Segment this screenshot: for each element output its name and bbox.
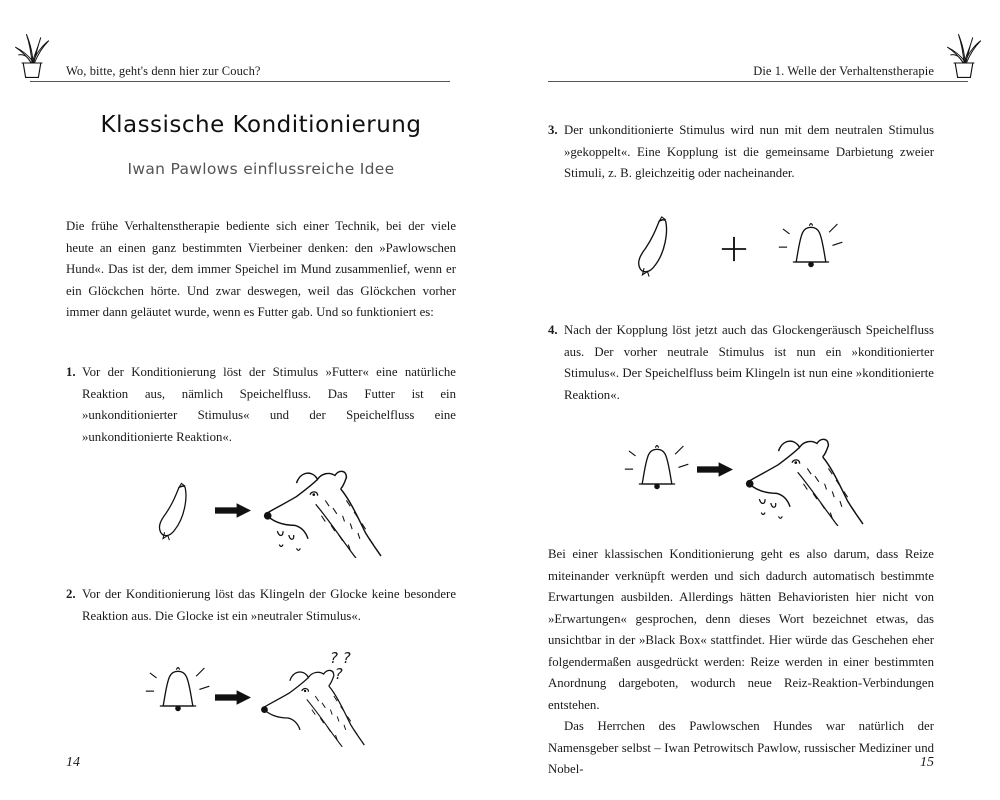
sausage-icon bbox=[155, 478, 195, 548]
body-paragraph-1: Bei einer klassischen Konditionierung geht es also darum, dass Reize miteinander verknüpft werden und sich dadurch automatisch bestimmte Erwartungen ausbilden. Allerdings hätten Behavioristen hier nicht von »Erwartungen« gesprochen, denn dieses Wort bezeichnet etwas, das unsichtbar in der »Black Box« stattfindet. Hier würde das Geschehen eher folgendermaßen ausgedrückt werden: Reize werden in einer bestimmten Anordnung dargeboten, wodurch neue Reiz-Reaktion-Verbindungen entstehen. bbox=[548, 547, 934, 712]
item-number: 2. bbox=[66, 587, 76, 601]
intro-paragraph bbox=[66, 216, 456, 324]
bell-icon bbox=[145, 658, 211, 716]
item-text: Nach der Kopplung löst jetzt auch das Glockengeräusch Speichelfluss aus. Der vorher neutrale Stimulus ist nun ein »konditionierter Stimulus«. Der Speichelfluss beim Klingeln ist nun eine »konditionierte Reaktion«. bbox=[564, 323, 934, 402]
bell-icon bbox=[624, 436, 690, 494]
plus-icon bbox=[720, 235, 748, 263]
running-head: Die 1. Welle der Verhaltenstherapie bbox=[753, 64, 934, 78]
item-number: 3. bbox=[548, 123, 558, 137]
list-item-2 bbox=[66, 584, 456, 627]
question-marks: ? ? ? bbox=[330, 649, 351, 683]
sausage-icon bbox=[634, 212, 676, 284]
body-text bbox=[548, 544, 934, 781]
item-text: Vor der Konditionierung löst das Klingeln der Glocke keine besondere Reaktion aus. Die Glocke ist ein »neutraler Stimulus«. bbox=[82, 587, 456, 623]
potted-plant-icon bbox=[944, 30, 984, 80]
running-head: Wo, bitte, geht's denn hier zur Couch? bbox=[66, 64, 261, 78]
header-rule bbox=[30, 81, 450, 82]
dog-head-icon bbox=[258, 462, 383, 558]
arrow-icon bbox=[215, 503, 251, 518]
item-text: Der unkonditionierte Stimulus wird nun mit dem neutralen Stimulus »gekoppelt«. Eine Kopplung ist die gemeinsame Darbietung zweier Stimuli, z. B. gleichzeitig oder nacheinander. bbox=[564, 123, 934, 180]
arrow-icon bbox=[697, 462, 733, 477]
page-number: 14 bbox=[66, 755, 80, 770]
header-rule bbox=[548, 81, 968, 82]
body-paragraph-2: Das Herrchen des Pawlowschen Hundes war natürlich der Namensgeber selbst – Iwan Petrowitsch Pawlow, russischer Mediziner und Nobel- bbox=[548, 719, 934, 776]
potted-plant-icon bbox=[12, 30, 52, 80]
dog-head-icon bbox=[740, 430, 865, 526]
item-number: 1. bbox=[66, 365, 76, 379]
chapter-title: Klassische Konditionierung bbox=[100, 112, 422, 138]
page-number: 15 bbox=[920, 755, 934, 770]
intro-text: Die frühe Verhaltenstherapie bediente sich einer Technik, bei der viele heute an einen ganz bestimmten Vierbeiner denken: den »Pawlowschen Hund«. Das ist der, dem immer Speichel im Mund zusammenlief, wenn er ein Glöckchen hörte. Und zwar deswegen, weil das Glöckchen vorher immer dann geläutet wurde, wenn es Futter gab. Und so funktioniert es: bbox=[66, 219, 456, 319]
arrow-icon bbox=[215, 690, 251, 705]
chapter-subtitle: Iwan Pawlows einflussreiche Idee bbox=[127, 160, 395, 178]
list-item-1 bbox=[66, 362, 456, 448]
bell-icon bbox=[778, 214, 844, 272]
item-number: 4. bbox=[548, 323, 558, 337]
right-page bbox=[500, 0, 1000, 800]
list-item-4 bbox=[548, 320, 934, 406]
list-item-3 bbox=[548, 120, 934, 185]
item-text: Vor der Konditionierung löst der Stimulus »Futter« eine natürliche Reaktion aus, nämlich Speichelfluss. Das Futter ist ein »unkonditionierter Stimulus« und der Speichelfluss eine »unkonditionierte Reaktion«. bbox=[82, 365, 456, 444]
